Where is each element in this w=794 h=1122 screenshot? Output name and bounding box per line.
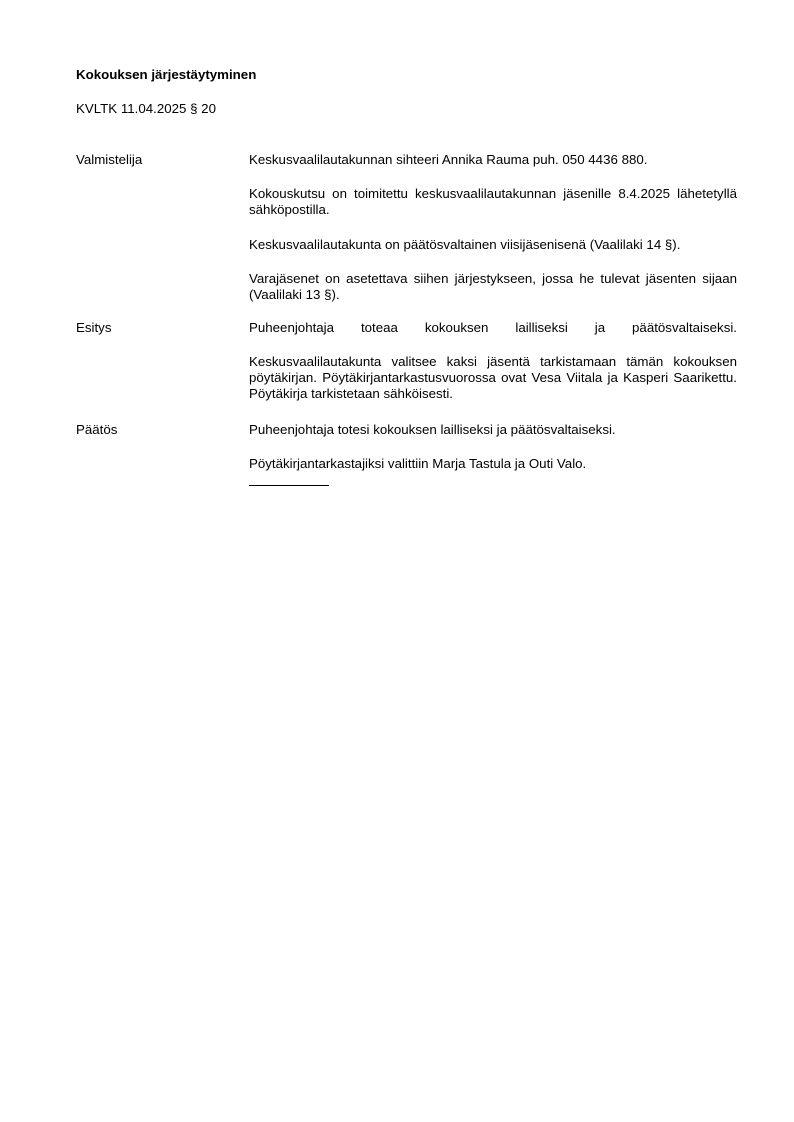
document-reference: KVLTK 11.04.2025 § 20 bbox=[76, 101, 216, 116]
document-title: Kokouksen järjestäytyminen bbox=[76, 67, 257, 82]
esitys-paragraph: Puheenjohtaja toteaa kokouksen lailliseksi ja päätösvaltaiseksi. bbox=[249, 320, 737, 335]
section-label-paatos: Päätös bbox=[76, 422, 118, 437]
valmistelija-paragraph: Keskusvaalilautakunta on päätösvaltainen viisijäsenisenä (Vaalilaki 14 §). bbox=[249, 237, 681, 252]
valmistelija-paragraph: Kokouskutsu on toimitettu keskusvaalilautakunnan jäsenille 8.4.2025 lähetetyllä sähköpostilla. bbox=[249, 186, 737, 217]
section-label-esitys: Esitys bbox=[76, 320, 112, 335]
valmistelija-paragraph: Keskusvaalilautakunnan sihteeri Annika Rauma puh. 050 4436 880. bbox=[249, 152, 648, 167]
end-rule-divider bbox=[249, 485, 329, 486]
paatos-paragraph: Puheenjohtaja totesi kokouksen lailliseksi ja päätösvaltaiseksi. bbox=[249, 422, 616, 437]
paatos-paragraph: Pöytäkirjantarkastajiksi valittiin Marja Tastula ja Outi Valo. bbox=[249, 456, 587, 471]
valmistelija-paragraph: Varajäsenet on asetettava siihen järjestykseen, jossa he tulevat jäsenten sijaan (Vaalilaki 13 §). bbox=[249, 271, 737, 302]
section-label-valmistelija: Valmistelija bbox=[76, 152, 143, 167]
esitys-paragraph: Keskusvaalilautakunta valitsee kaksi jäsentä tarkistamaan tämän kokouksen pöytäkirjan. Pöytäkirjantarkastusvuorossa ovat Vesa Viitala ja Kasperi Saarikettu. Pöytäkirja tarkistetaan sähköisesti. bbox=[249, 354, 737, 401]
